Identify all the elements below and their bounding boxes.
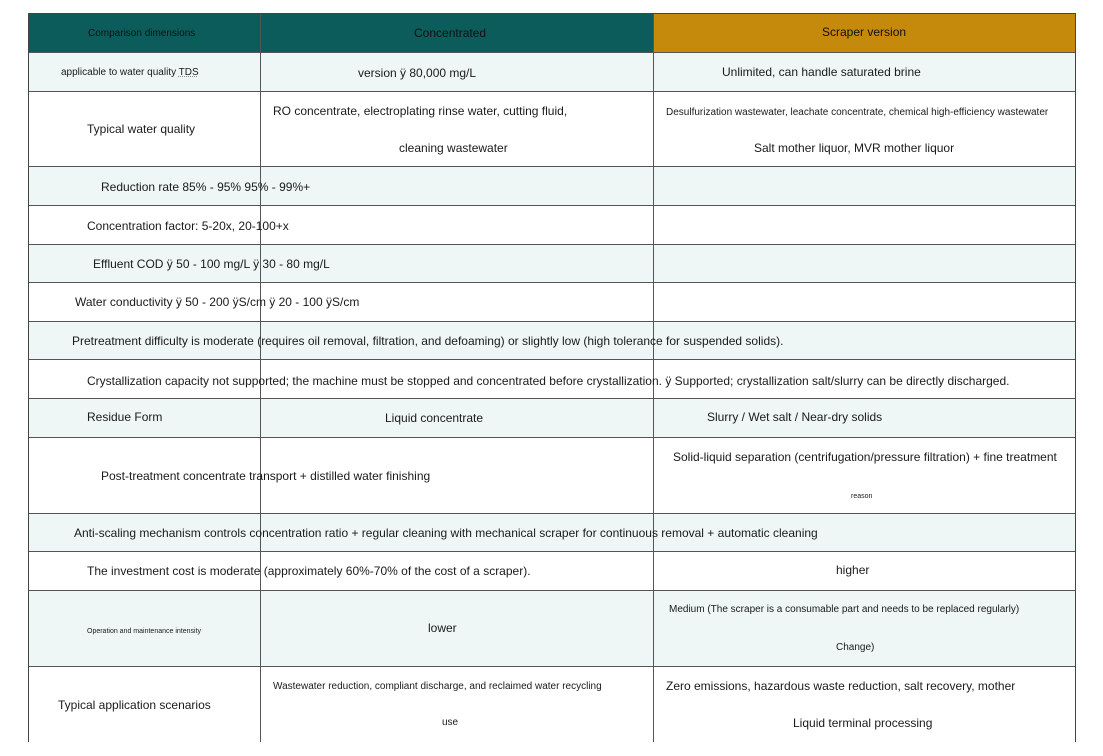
- scraper-value-line2: Liquid terminal processing: [793, 716, 933, 730]
- table-row: [29, 322, 1075, 360]
- scraper-value-line1: Solid-liquid separation (centrifugation/pressure filtration) + fine treatment: [673, 450, 1057, 464]
- table-row: [29, 360, 1075, 399]
- table-row: [29, 167, 1075, 206]
- row-label-text: applicable to water quality: [61, 67, 179, 78]
- row-label: Residue Form: [87, 410, 163, 424]
- tds-term: TDS: [178, 67, 199, 78]
- concentrated-value-line2: use: [442, 717, 459, 728]
- header-label-concentrated: Concentrated: [414, 26, 487, 40]
- scraper-value-line1: Medium (The scraper is a consumable part and needs to be replaced regularly): [669, 604, 1020, 615]
- scraper-value-line1: Desulfurization wastewater, leachate concentrate, chemical high-efficiency wastewater: [666, 107, 1049, 118]
- row-text: Pretreatment difficulty is moderate (requires oil removal, filtration, and defoaming) or slightly low (high tolerance for suspended solids).: [72, 334, 784, 348]
- scraper-value-line1: Zero emissions, hazardous waste reduction, salt recovery, mother: [666, 679, 1016, 693]
- row-text: Effluent COD ÿ 50 - 100 mg/L ÿ 30 - 80 mg/L: [93, 257, 330, 271]
- scraper-value-line2: Change): [836, 642, 875, 653]
- header-label-scraper: Scraper version: [822, 25, 907, 39]
- row-label: Typical water quality: [87, 122, 196, 136]
- scraper-value-line2: Salt mother liquor, MVR mother liquor: [754, 141, 955, 155]
- concentrated-value-line2: cleaning wastewater: [399, 141, 508, 155]
- table-row: [29, 245, 1075, 283]
- table-row: [29, 552, 1075, 591]
- row-text: Anti-scaling mechanism controls concentration ratio + regular cleaning with mechanical scraper for continuous removal + automatic cleaning: [74, 526, 818, 540]
- table-row: [29, 591, 1075, 667]
- row-label: Typical application scenarios: [58, 698, 211, 712]
- table-row: [29, 92, 1075, 167]
- concentrated-value: lower: [428, 621, 457, 635]
- table-header-row: [29, 14, 1075, 53]
- row-text: Crystallization capacity not supported; the machine must be stopped and concentrated before crystallization. ÿ Supported; crystallization salt/slurry can be directly discharged.: [87, 374, 1010, 388]
- concentrated-value: Liquid concentrate: [385, 411, 484, 425]
- row-text: Concentration factor: 5-20x, 20-100+x: [87, 219, 289, 233]
- table-row: [29, 206, 1075, 245]
- scraper-value: Slurry / Wet salt / Near-dry solids: [707, 410, 883, 424]
- concentrated-value-line1: RO concentrate, electroplating rinse water, cutting fluid,: [273, 104, 568, 118]
- row-text: The investment cost is moderate (approximately 60%-70% of the cost of a scraper).: [87, 564, 531, 578]
- scraper-value-line2: reason: [851, 493, 873, 500]
- concentrated-value: version ÿ 80,000 mg/L: [358, 66, 477, 80]
- table-row: [29, 283, 1075, 322]
- row-label: Operation and maintenance intensity: [87, 628, 202, 635]
- row-label: [61, 66, 199, 80]
- scraper-value: higher: [836, 563, 870, 577]
- table-row: [29, 399, 1075, 438]
- table-row: [29, 438, 1075, 514]
- table-row: [29, 667, 1075, 742]
- scraper-value: Unlimited, can handle saturated brine: [722, 65, 921, 79]
- row-text: Reduction rate 85% - 95% 95% - 99%+: [101, 180, 311, 194]
- concentrated-value-line1: Wastewater reduction, compliant discharge, and reclaimed water recycling: [273, 681, 602, 692]
- comparison-table: [28, 13, 1076, 742]
- row-text: Post-treatment concentrate transport + distilled water finishing: [101, 469, 431, 483]
- header-label-dimensions: Comparison dimensions: [88, 28, 196, 39]
- table-row: [29, 53, 1075, 92]
- row-text: Water conductivity ÿ 50 - 200 ÿS/cm ÿ 20 - 100 ÿS/cm: [75, 295, 360, 309]
- table-row: [29, 514, 1075, 552]
